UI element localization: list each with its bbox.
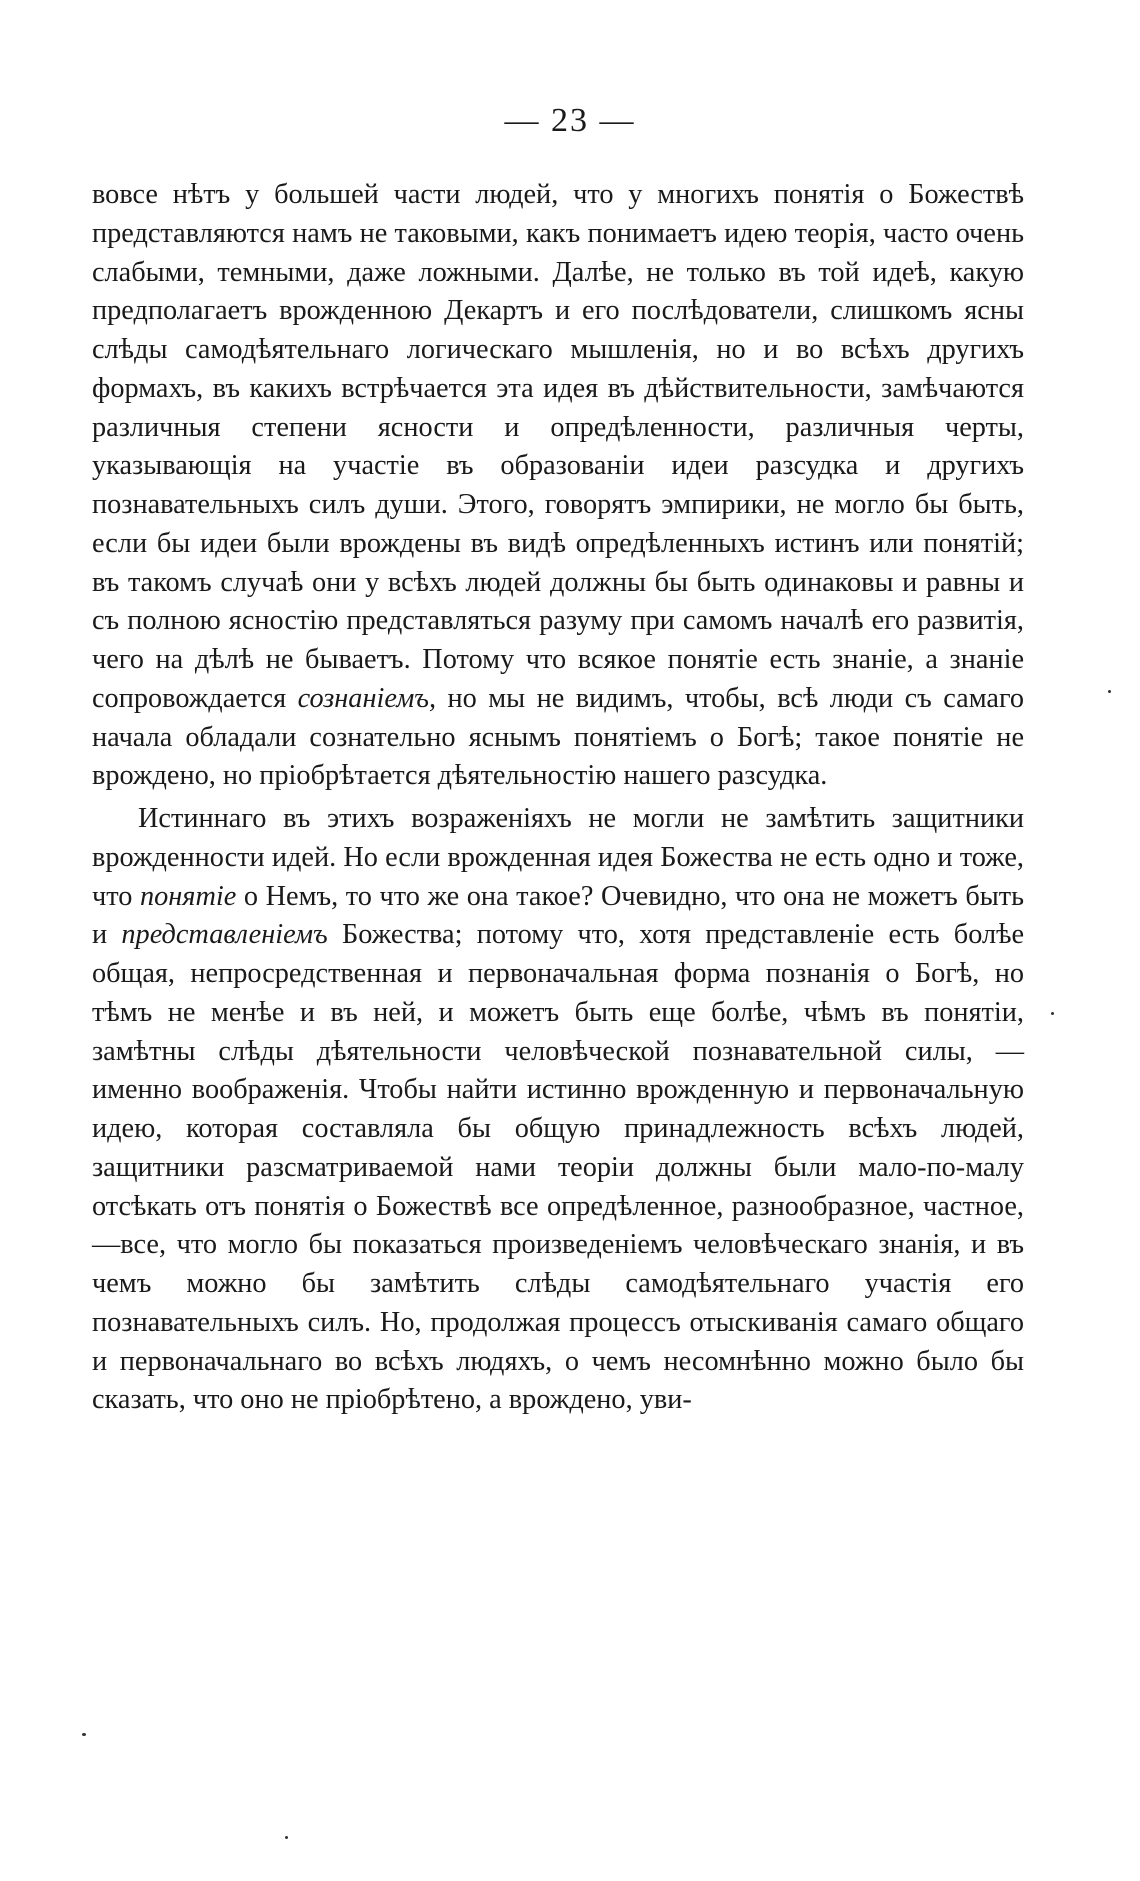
paragraph-1-text-a: вовсе нѣтъ у большей части людей, что у многихъ понятія о Божествѣ представляются намъ не таковыми, какъ понимаетъ идею теорія, часто очень слабыми, темными, даже ложными. Далѣе, не только въ той идеѣ, какую предполагаетъ врожденною Декартъ и его послѣдователи, слишкомъ ясны слѣды самодѣятельнаго логическаго мышленія, но и во всѣхъ другихъ формахъ, въ какихъ встрѣчается эта идея въ дѣйствительности, замѣчаются различныя степени ясности и опредѣленности, различныя черты, указывающія на участіе въ образованіи идеи разсудка и другихъ познавательныхъ силъ души. Этого, говорятъ эмпирики, не могло бы быть, если бы идеи были врождены въ видѣ опредѣленныхъ истинъ или понятій; въ такомъ случаѣ они у всѣхъ людей должны бы быть одинаковы и равны и съ полною ясностію представляться разуму при самомъ началѣ его развитія, чего на дѣлѣ не бываетъ. Потому что всякое понятіе есть знаніе, а знаніе сопровождается <box>92 179 1024 714</box>
scan-speck <box>285 1836 288 1839</box>
paragraph-2-text-b: о Немъ, то что же она такое? Очевидно, что она не можетъ быть и <box>92 880 1024 951</box>
paragraph-2-italic-b: представленіемъ <box>121 919 328 951</box>
paragraph-1-text-b: но мы не видимъ, чтобы, всѣ люди съ самаго начала обладали сознательно яснымъ понятіемъ о Богѣ; такое понятіе не врождено, но пріобрѣтается дѣятельностію нашего разсудка. <box>92 682 1025 792</box>
page-number: — 23 — <box>504 102 636 139</box>
paragraph-2-text-c: Божества; потому что, хотя представленіе есть болѣе общая, непросредственная и первоначальная форма познанія о Богѣ, но тѣмъ не менѣе и въ ней, и можетъ быть еще болѣе, чѣмъ въ понятіи, замѣтны слѣды дѣятельности человѣческой познавательной силы, — именно воображенія. Чтобы найти истинно врожденную и первоначальную идею, которая составляла бы общую принадлежность всѣхъ людей, защитники разсматриваемой нами теоріи должны были мало-по-малу отсѣкать отъ понятія о Божествѣ все опредѣленное, разнообразное, частное,—все, что могло бы показаться произведеніемъ человѣческаго знанія, и въ чемъ можно бы замѣтить слѣды самодѣятельнаго участія его познавательныхъ силъ. Но, продолжая процессъ отыскиванія самаго общаго и первоначальнаго во всѣхъ людяхъ, о чемъ несомнѣнно можно было бы сказать, что оно не пріобрѣтено, а врождено, уви- <box>92 919 1025 1416</box>
paragraph-2-text-a: Истиннаго въ этихъ возраженіяхъ не могли не замѣтить защитники врожденности идей. Но если врожденная идея Божества не есть одно и тоже, что <box>92 803 1024 912</box>
body-text <box>92 176 1024 1420</box>
scan-speck <box>1108 690 1111 693</box>
scan-speck <box>1051 1012 1054 1015</box>
paragraph-1 <box>92 176 1024 796</box>
paragraph-2 <box>92 800 1024 1420</box>
paragraph-2-italic-a: понятіе <box>139 880 237 912</box>
paragraph-1-italic-a: сознаніемъ, <box>297 682 437 714</box>
scan-speck <box>82 1733 86 1736</box>
